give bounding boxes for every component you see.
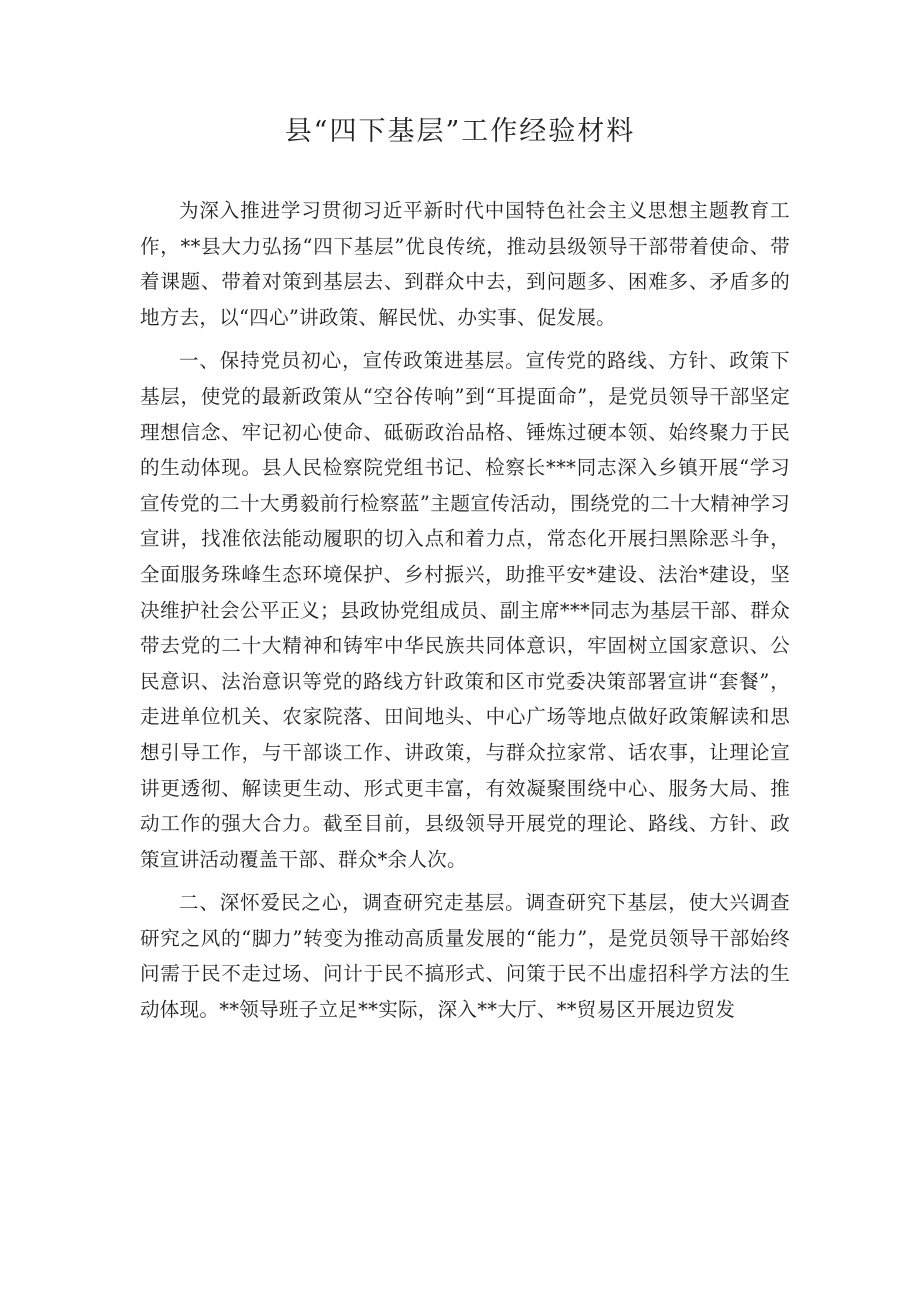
paragraph-gap xyxy=(140,335,790,343)
paragraph-section-two: 二、深怀爱民之心，调查研究走基层。调查研究下基层，使大兴调查研究之风的“脚力”转变为推动高质量发展的“能力”，是党员领导干部始终问需于民不走过场、问计于民不搞形式、问策于民不出虚招科学方法的生动体现。**领导班子立足**实际，深入**大厅、**贸易区开展边贸发 xyxy=(140,891,790,1022)
document-body xyxy=(140,193,790,1028)
paragraph-intro: 为深入推进学习贯彻习近平新时代中国特色社会主义思想主题教育工作，**县大力弘扬“四下基层”优良传统，推动县级领导干部带着使命、带着课题、带着对策到基层去、到群众中去，到问题多、困难多、矛盾多的地方去，以“四心”讲政策、解民忧、办实事、促发展。 xyxy=(140,199,790,329)
paragraph-section-one: 一、保持党员初心，宣传政策进基层。宣传党的路线、方针、政策下基层，使党的最新政策从“空谷传响”到“耳提面命”，是党员领导干部坚定理想信念、牢记初心使命、砥砺政治品格、锤炼过硬本领、始终聚力于民的生动体现。县人民检察院党组书记、检察长***同志深入乡镇开展“学习宣传党的二十大勇毅前行检察蓝”主题宣传活动，围绕党的二十大精神学习宣讲，找准依法能动履职的切入点和着力点，常态化开展扫黑除恶斗争，全面服务珠峰生态环境保护、乡村振兴，助推平安*建设、法治*建设，坚决维护社会公平正义；县政协党组成员、副主席***同志为基层干部、群众带去党的二十大精神和铸牢中华民族共同体意识，牢固树立国家意识、公民意识、法治意识等党的路线方针政策和区市党委决策部署宣讲“套餐”，走进单位机关、农家院落、田间地头、中心广场等地点做好政策解读和思想引导工作，与干部谈工作、讲政策，与群众拉家常、话农事，让理论宣讲更透彻、解读更生动、形式更丰富，有效凝聚围绕中心、服务大局、推动工作的强大合力。截至目前，县级领导开展党的理论、路线、方针、政策宣讲活动覆盖干部、群众*余人次。 xyxy=(140,349,790,871)
document-title: 县“四下基层”工作经验材料 xyxy=(284,116,636,147)
paragraph-gap xyxy=(140,877,790,885)
